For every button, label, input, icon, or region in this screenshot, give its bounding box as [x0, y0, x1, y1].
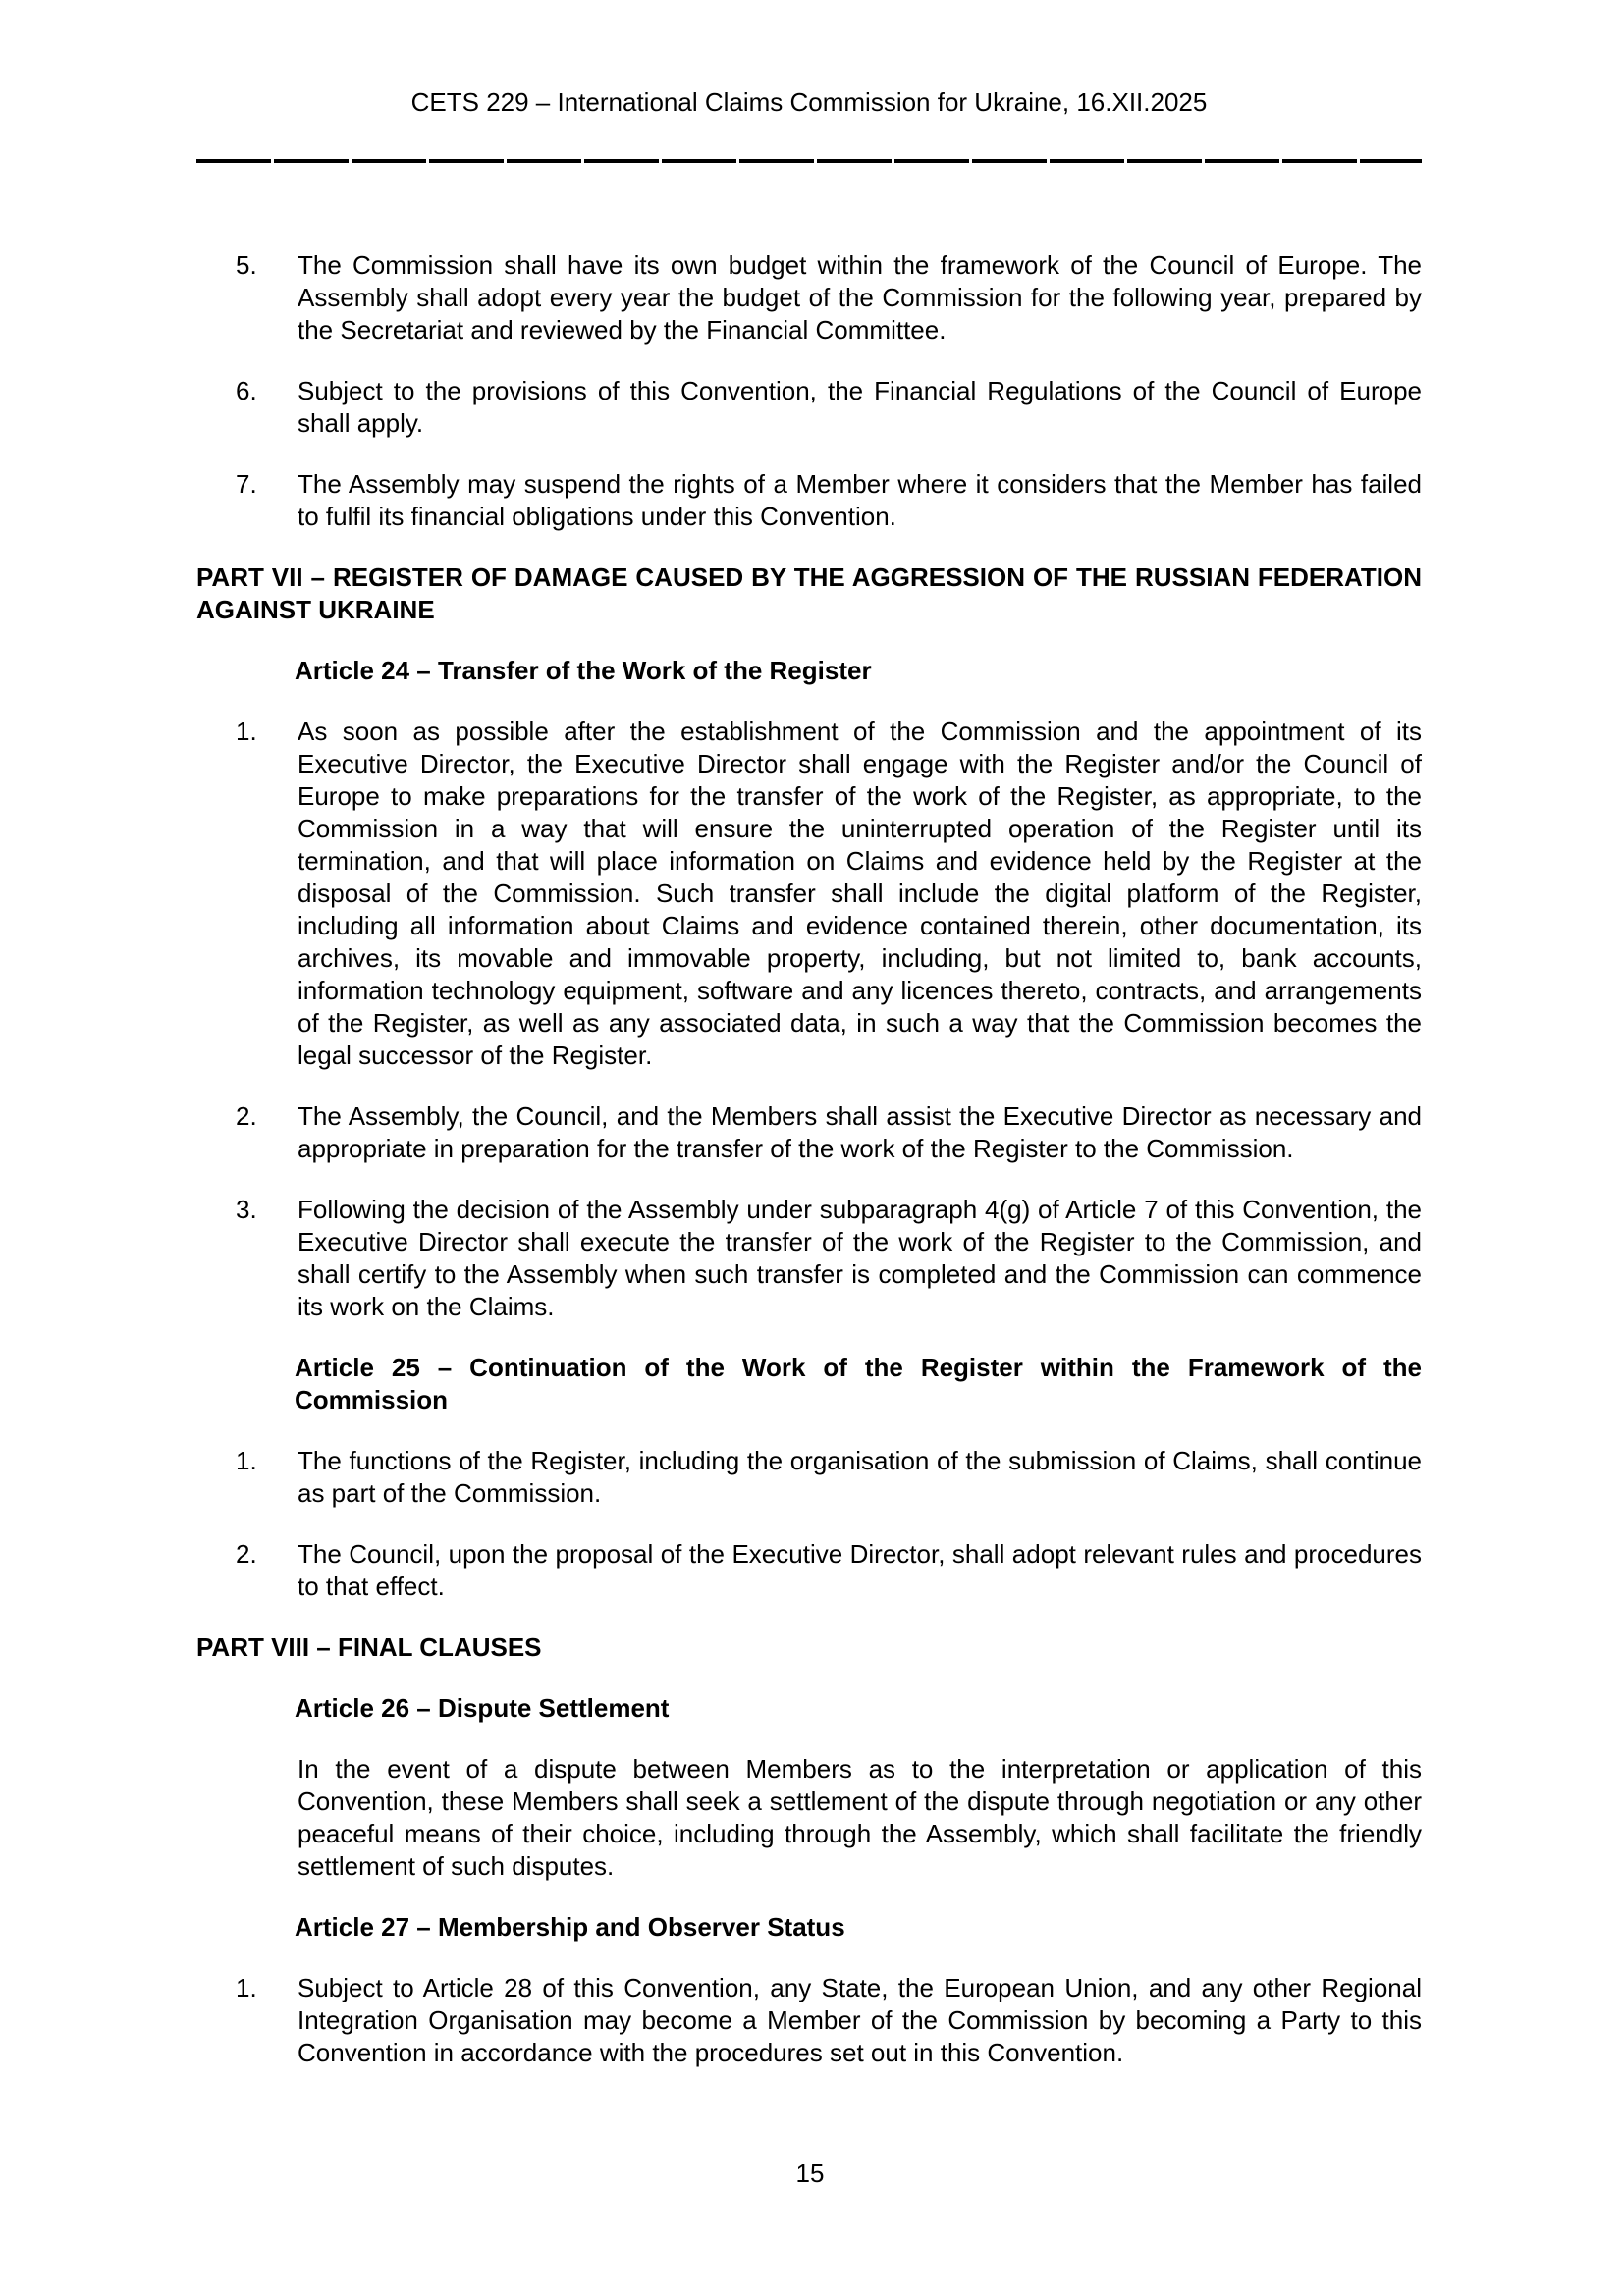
- article-heading: Article 24 – Transfer of the Work of the Register: [295, 656, 872, 685]
- numbered-paragraph: [196, 249, 1422, 347]
- paragraph-number: 6.: [236, 376, 257, 405]
- numbered-paragraph: [196, 375, 1422, 440]
- header-divider-rule: [196, 159, 1422, 163]
- page-number: 15: [795, 2159, 825, 2188]
- part-heading: PART VIII – FINAL CLAUSES: [196, 1632, 542, 1662]
- numbered-paragraph: [196, 716, 1422, 1072]
- paragraph-number: 3.: [236, 1195, 257, 1224]
- numbered-paragraph: [196, 1972, 1422, 2069]
- paragraph-number: 2.: [236, 1101, 257, 1131]
- numbered-paragraph: [196, 1194, 1422, 1323]
- paragraph-text: The Assembly may suspend the rights of a Member where it considers that the Member has failed to fulfil its financial obligations under this Convention.: [298, 469, 1422, 531]
- paragraph-text: Following the decision of the Assembly under subparagraph 4(g) of Article 7 of this Convention, the Executive Director shall execute the transfer of the work of the Register to the Commission, and shall certify to the Assembly when such transfer is completed and the Commission can commence its work on the Claims.: [298, 1195, 1422, 1321]
- document-body: [196, 249, 1422, 2069]
- paragraph: In the event of a dispute between Members as to the interpretation or application of this Convention, these Members shall seek a settlement of the dispute through negotiation or any other peaceful means of their choice, including through the Assembly, which shall facilitate the friendly settlement of such disputes.: [298, 1754, 1422, 1881]
- paragraph-number: 5.: [236, 250, 257, 280]
- paragraph-number: 1.: [236, 1446, 257, 1475]
- paragraph-text: As soon as possible after the establishment of the Commission and the appointment of its Executive Director, the Executive Director shall engage with the Register and/or the Council of Europe to make preparations for the transfer of the work of the Register, as appropriate, to the Commission in a way that will ensure the uninterrupted operation of the Register until its termination, and that will place information on Claims and evidence held by the Register at the disposal of the Commission. Such transfer shall include the digital platform of the Register, including all information about Claims and evidence contained therein, other documentation, its archives, its movable and immovable property, including, but not limited to, bank accounts, information technology equipment, software and any licences thereto, contracts, and arrangements of the Register, as well as any associated data, in such a way that the Commission becomes the legal successor of the Register.: [298, 717, 1422, 1070]
- paragraph-text: The Assembly, the Council, and the Members shall assist the Executive Director as necessary and appropriate in preparation for the transfer of the work of the Register to the Commission.: [298, 1101, 1422, 1163]
- paragraph-text: The Council, upon the proposal of the Executive Director, shall adopt relevant rules and procedures to that effect.: [298, 1539, 1422, 1601]
- article-heading: Article 27 – Membership and Observer Status: [295, 1912, 845, 1942]
- numbered-paragraph: [196, 468, 1422, 533]
- paragraph-number: 1.: [236, 1973, 257, 2002]
- numbered-paragraph: [196, 1445, 1422, 1510]
- paragraph-text: Subject to the provisions of this Convention, the Financial Regulations of the Council of Europe shall apply.: [298, 376, 1422, 438]
- paragraph-number: 2.: [236, 1539, 257, 1569]
- numbered-paragraph: [196, 1538, 1422, 1603]
- paragraph-number: 1.: [236, 717, 257, 746]
- article-heading: Article 25 – Continuation of the Work of the Register within the Framework of the Commission: [295, 1353, 1422, 1415]
- article-heading: Article 26 – Dispute Settlement: [295, 1693, 670, 1723]
- page-header-title: CETS 229 – International Claims Commission for Ukraine, 16.XII.2025: [410, 87, 1208, 117]
- paragraph-text: Subject to Article 28 of this Convention, any State, the European Union, and any other Regional Integration Organisation may become a Member of the Commission by becoming a Party to this Convention in accordance with the procedures set out in this Convention.: [298, 1973, 1422, 2067]
- paragraph-text: The Commission shall have its own budget within the framework of the Council of Europe. The Assembly shall adopt every year the budget of the Commission for the following year, prepared by the Secretariat and reviewed by the Financial Committee.: [298, 250, 1422, 345]
- paragraph-number: 7.: [236, 469, 257, 499]
- numbered-paragraph: [196, 1100, 1422, 1165]
- paragraph-text: The functions of the Register, including the organisation of the submission of Claims, shall continue as part of the Commission.: [298, 1446, 1422, 1508]
- part-heading: PART VII – REGISTER OF DAMAGE CAUSED BY THE AGGRESSION OF THE RUSSIAN FEDERATION AGAINST UKRAINE: [196, 562, 1422, 624]
